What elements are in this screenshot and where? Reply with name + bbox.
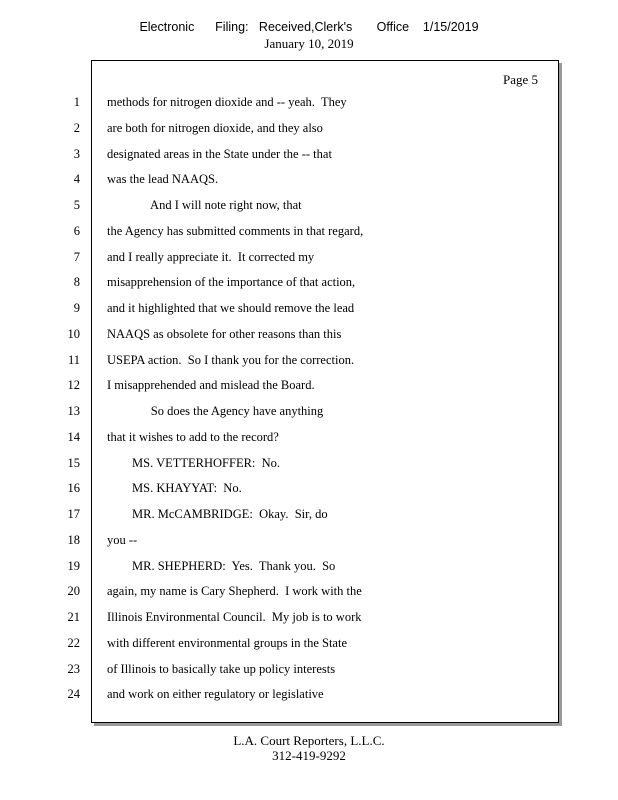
- line-number: 3: [73, 147, 80, 161]
- line-number: 7: [73, 250, 80, 264]
- line-text: and work on either regulatory or legislative: [107, 687, 324, 701]
- line-text: and I really appreciate it. It corrected my: [107, 250, 315, 264]
- line-number: 1: [73, 95, 80, 109]
- line-number: 9: [73, 301, 80, 315]
- line-text: of Illinois to basically take up policy interests: [107, 662, 336, 676]
- line-text: So does the Agency have anything: [107, 404, 324, 418]
- line-text: MR. McCAMBRIDGE: Okay. Sir, do: [107, 507, 328, 521]
- line-number: 5: [73, 198, 80, 212]
- line-number: 22: [67, 636, 80, 650]
- line-text: the Agency has submitted comments in that regard,: [107, 224, 364, 238]
- line-number: 16: [67, 481, 80, 495]
- line-number: 17: [67, 507, 80, 521]
- line-number: 10: [67, 327, 80, 341]
- line-text: and it highlighted that we should remove the lead: [107, 301, 355, 315]
- line-number: 14: [67, 430, 80, 444]
- line-number: 19: [67, 559, 80, 573]
- line-text: was the lead NAAQS.: [107, 172, 219, 186]
- line-text: designated areas in the State under the -- that: [107, 147, 332, 161]
- line-text: are both for nitrogen dioxide, and they also: [107, 121, 323, 135]
- line-text: with different environmental groups in the State: [107, 636, 347, 650]
- line-text: And I will note right now, that: [107, 198, 302, 212]
- line-text: Illinois Environmental Council. My job is to work: [107, 610, 362, 624]
- reporter-company: L.A. Court Reporters, L.L.C.: [233, 733, 385, 748]
- line-number: 4: [73, 172, 80, 186]
- line-text: NAAQS as obsolete for other reasons than this: [107, 327, 342, 341]
- line-number: 23: [67, 662, 80, 676]
- line-text: MR. SHEPHERD: Yes. Thank you. So: [107, 559, 336, 573]
- line-number: 18: [67, 533, 80, 547]
- transcript-date: January 10, 2019: [264, 36, 354, 51]
- line-number: 15: [67, 456, 80, 470]
- line-text: misapprehension of the importance of that action,: [107, 275, 356, 289]
- line-number: 2: [73, 121, 80, 135]
- page-number: Page 5: [502, 72, 538, 87]
- line-text: methods for nitrogen dioxide and -- yeah. They: [107, 95, 347, 109]
- line-text: again, my name is Cary Shepherd. I work with the: [107, 584, 362, 598]
- line-number: 20: [67, 584, 80, 598]
- line-text: I misapprehended and mislead the Board.: [107, 378, 315, 392]
- line-text: MS. VETTERHOFFER: No.: [107, 456, 281, 470]
- line-number: 13: [67, 404, 80, 418]
- line-number: 21: [67, 610, 80, 624]
- line-text: you --: [107, 533, 138, 547]
- filing-stamp-header: Electronic Filing: Received,Clerk's Office 1/15/2019: [139, 20, 479, 34]
- line-text: MS. KHAYYAT: No.: [107, 481, 242, 495]
- line-number: 24: [67, 687, 80, 701]
- line-number: 11: [67, 353, 80, 367]
- line-number: 12: [67, 378, 80, 392]
- line-text: USEPA action. So I thank you for the correction.: [107, 353, 355, 367]
- line-text: that it wishes to add to the record?: [107, 430, 279, 444]
- line-number: 6: [73, 224, 80, 238]
- line-number: 8: [73, 275, 80, 289]
- reporter-phone: 312-419-9292: [272, 748, 346, 763]
